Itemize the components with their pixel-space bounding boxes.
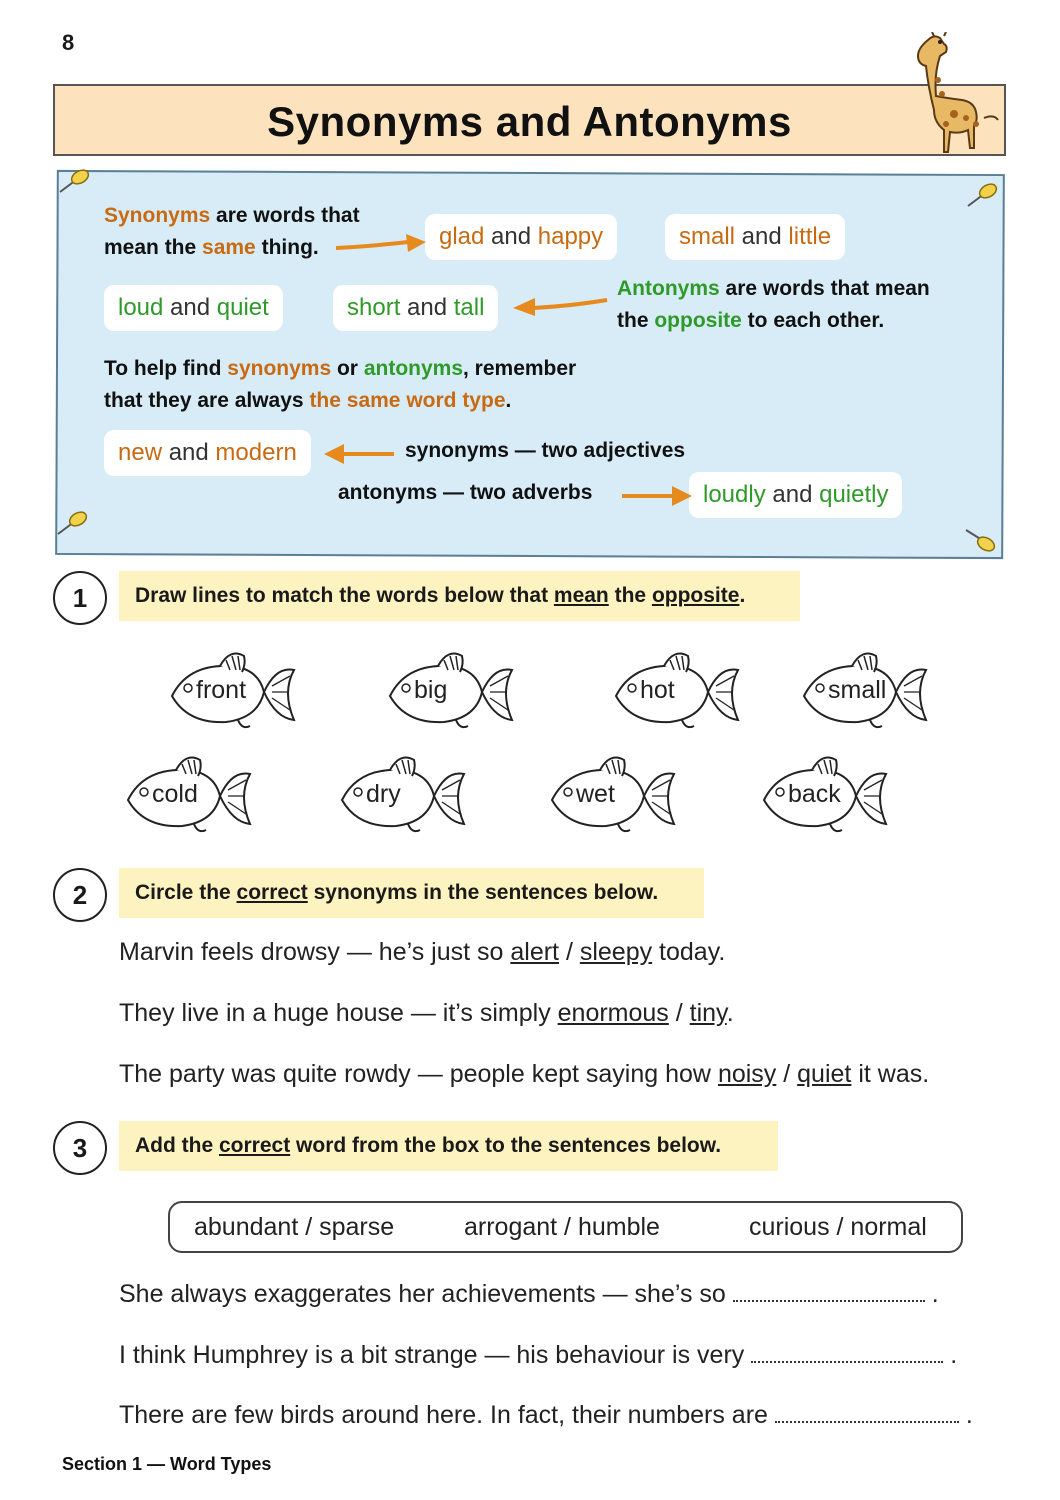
- question-3-number: 3: [53, 1121, 107, 1175]
- answer-blank[interactable]: [775, 1405, 959, 1423]
- answer-blank[interactable]: [751, 1345, 943, 1363]
- q3-sentence: There are few birds around here. In fact, their numbers are .: [119, 1401, 973, 1429]
- fish-word[interactable]: [168, 646, 298, 736]
- title-banner: [53, 84, 1006, 156]
- q2-sentence: The party was quite rowdy — people kept saying how noisy / quiet it was.: [119, 1060, 930, 1088]
- fish-word[interactable]: [124, 750, 254, 840]
- word-type-tip: To help find synonyms or antonyms, remember that they are always the same word type.: [104, 357, 577, 412]
- word-box-option: curious / normal: [749, 1213, 927, 1241]
- fish-word[interactable]: [800, 646, 930, 736]
- question-2-number: 2: [53, 868, 107, 922]
- antonyms-definition: Antonyms are words that mean the opposite to each other.: [617, 277, 930, 332]
- fish-label: dry: [366, 780, 401, 808]
- fish-icon: [338, 750, 468, 840]
- example-chip-loud-quiet: loud and quiet: [104, 285, 283, 331]
- option-quiet[interactable]: quiet: [797, 1060, 852, 1088]
- q2-sentence: They live in a huge house — it’s simply enormous / tiny.: [119, 999, 734, 1027]
- arrow-right-icon: [620, 484, 694, 508]
- word-box-option: arrogant / humble: [464, 1213, 660, 1241]
- arrow-left-icon: [511, 294, 611, 318]
- fish-word[interactable]: [612, 646, 742, 736]
- fish-word[interactable]: [760, 750, 890, 840]
- fish-word[interactable]: [548, 750, 678, 840]
- word-box: [168, 1201, 963, 1253]
- answer-blank[interactable]: [733, 1284, 925, 1302]
- q3-sentence: I think Humphrey is a bit strange — his behaviour is very .: [119, 1341, 958, 1369]
- antonym-note: antonyms — two adverbs: [338, 481, 593, 504]
- fish-label: wet: [576, 780, 615, 808]
- giraffe-illustration: [900, 32, 1000, 160]
- q2-sentence: Marvin feels drowsy — he’s just so alert / sleepy today.: [119, 938, 726, 966]
- option-alert[interactable]: alert: [510, 938, 559, 966]
- example-chip-short-tall: short and tall: [333, 285, 498, 331]
- fish-icon: [612, 646, 742, 736]
- fish-label: small: [828, 676, 887, 704]
- fish-label: back: [788, 780, 841, 808]
- arrow-left-icon: [322, 442, 396, 466]
- fish-icon: [386, 646, 516, 736]
- section-footer: Section 1 — Word Types: [62, 1454, 272, 1474]
- example-chip-glad-happy: glad and happy: [425, 214, 617, 260]
- pin-icon: [52, 508, 92, 538]
- question-1-number: 1: [53, 571, 107, 625]
- synonym-note: synonyms — two adjectives: [405, 439, 686, 462]
- fish-label: front: [196, 676, 247, 704]
- option-noisy[interactable]: noisy: [717, 1060, 777, 1088]
- example-chip-new-modern: new and modern: [104, 430, 311, 476]
- fish-label: hot: [640, 676, 675, 704]
- question-2-instruction: Circle the correct synonyms in the sentences below.: [119, 868, 704, 918]
- fish-word[interactable]: [338, 750, 468, 840]
- pin-icon: [960, 526, 1000, 556]
- pin-icon: [54, 166, 94, 196]
- example-chip-small-little: small and little: [665, 214, 845, 260]
- pin-icon: [962, 180, 1002, 210]
- question-1-instruction: Draw lines to match the words below that mean the opposite.: [119, 571, 800, 621]
- word-box-option: abundant / sparse: [194, 1213, 395, 1241]
- fish-word[interactable]: [386, 646, 516, 736]
- q3-sentence: She always exaggerates her achievements — she’s so .: [119, 1280, 939, 1308]
- synonyms-definition: Synonyms are words that mean the same thing.: [104, 204, 360, 259]
- option-enormous[interactable]: enormous: [557, 999, 669, 1027]
- page-title: Synonyms and Antonyms: [267, 98, 792, 145]
- option-sleepy[interactable]: sleepy: [579, 938, 653, 966]
- fish-label: cold: [152, 780, 198, 808]
- arrow-right-icon: [334, 232, 428, 256]
- option-tiny[interactable]: tiny: [689, 999, 727, 1027]
- question-3-instruction: Add the correct word from the box to the sentences below.: [119, 1121, 778, 1171]
- example-chip-loudly-quietly: loudly and quietly: [689, 472, 902, 518]
- fish-label: big: [414, 676, 448, 704]
- page-number: 8: [62, 30, 75, 55]
